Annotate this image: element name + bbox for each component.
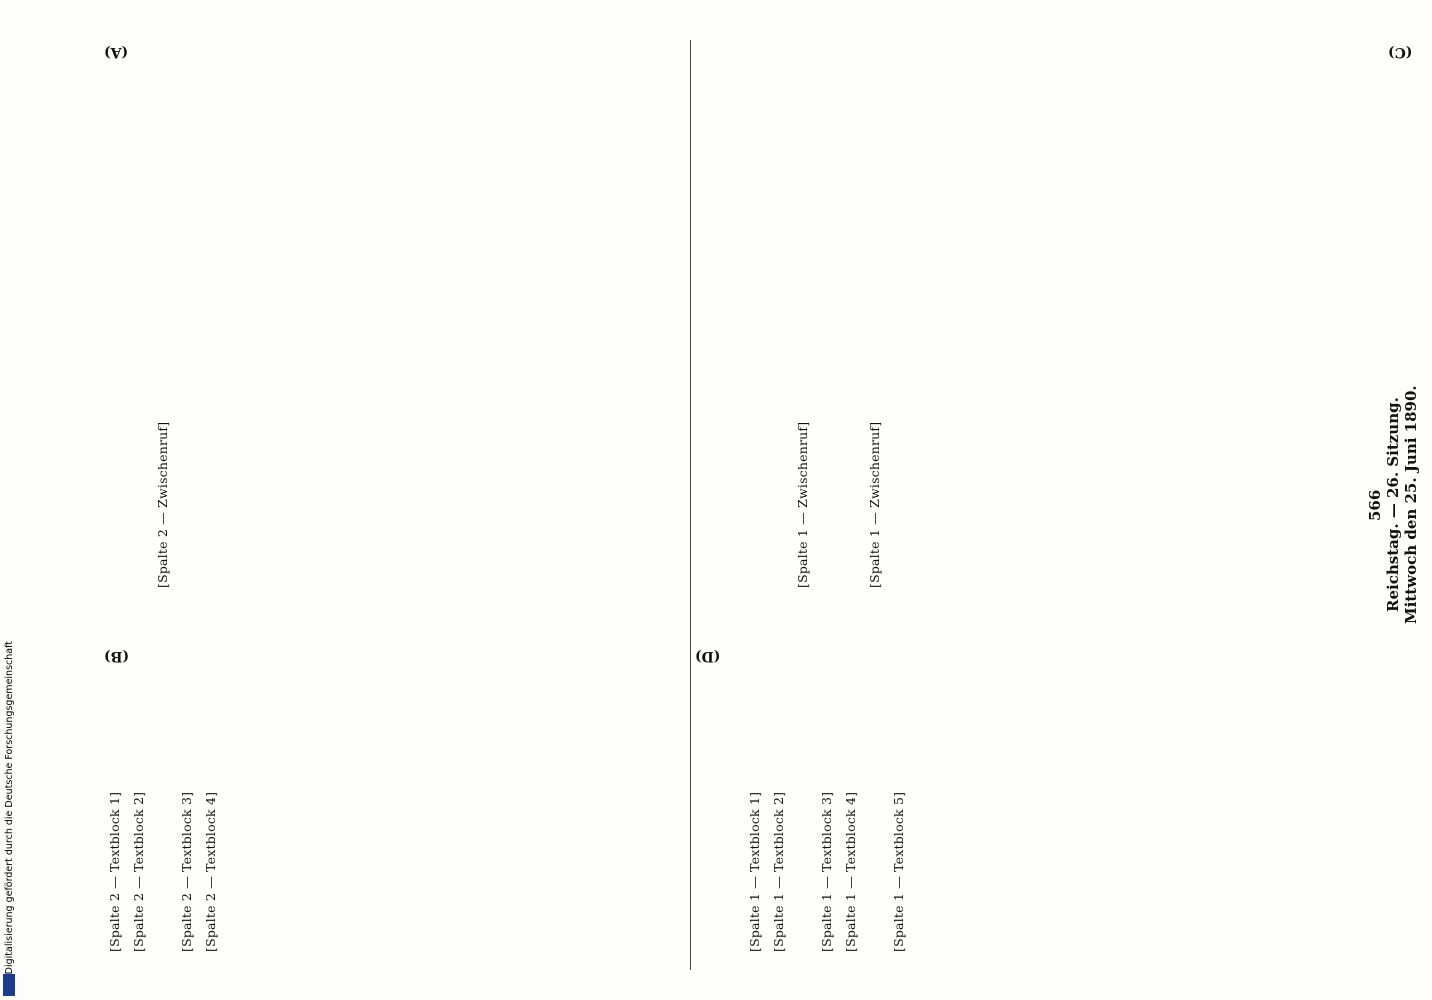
paragraph: [Spalte 2 — Textblock 3] xyxy=(179,792,194,953)
dfg-logo-icon xyxy=(3,974,15,996)
column-divider xyxy=(690,40,691,970)
paragraph: [Spalte 2 — Textblock 4] xyxy=(203,792,218,953)
margin-mark-d: (D) xyxy=(695,648,721,664)
paragraph: [Spalte 2 — Textblock 2] xyxy=(131,792,146,953)
paragraph: [Spalte 1 — Textblock 3] xyxy=(819,792,834,953)
paragraph: [Spalte 1 — Textblock 5] xyxy=(891,792,906,953)
running-header xyxy=(1366,40,1420,970)
paragraph: [Spalte 1 — Textblock 4] xyxy=(843,792,858,953)
interjection: [Spalte 2 — Zwischenruf] xyxy=(155,421,170,589)
session-date: Mittwoch den 25. Juni 1890. xyxy=(1402,385,1420,625)
interjection: [Spalte 1 — Zwischenruf] xyxy=(867,421,882,589)
page-content xyxy=(86,40,1420,970)
margin-mark-c: (C) xyxy=(1388,44,1413,60)
paragraph: [Spalte 1 — Textblock 1] xyxy=(747,792,762,953)
paragraph: [Spalte 2 — Textblock 1] xyxy=(107,792,122,953)
text-column-right xyxy=(106,40,726,970)
running-title: Reichstag. — 26. Sitzung. xyxy=(1384,397,1402,613)
page-number: 566 xyxy=(1366,489,1384,521)
paragraph: [Spalte 1 — Textblock 2] xyxy=(771,792,786,953)
text-column-left xyxy=(746,40,1366,970)
interjection: [Spalte 1 — Zwischenruf] xyxy=(795,421,810,589)
margin-mark-b: (B) xyxy=(104,648,130,664)
credit-text: Digitalisierung gefördert durch die Deutsche Forschungsgemeinschaft xyxy=(3,640,15,974)
credit-strip xyxy=(0,0,18,1000)
margin-mark-a: (A) xyxy=(104,44,129,60)
